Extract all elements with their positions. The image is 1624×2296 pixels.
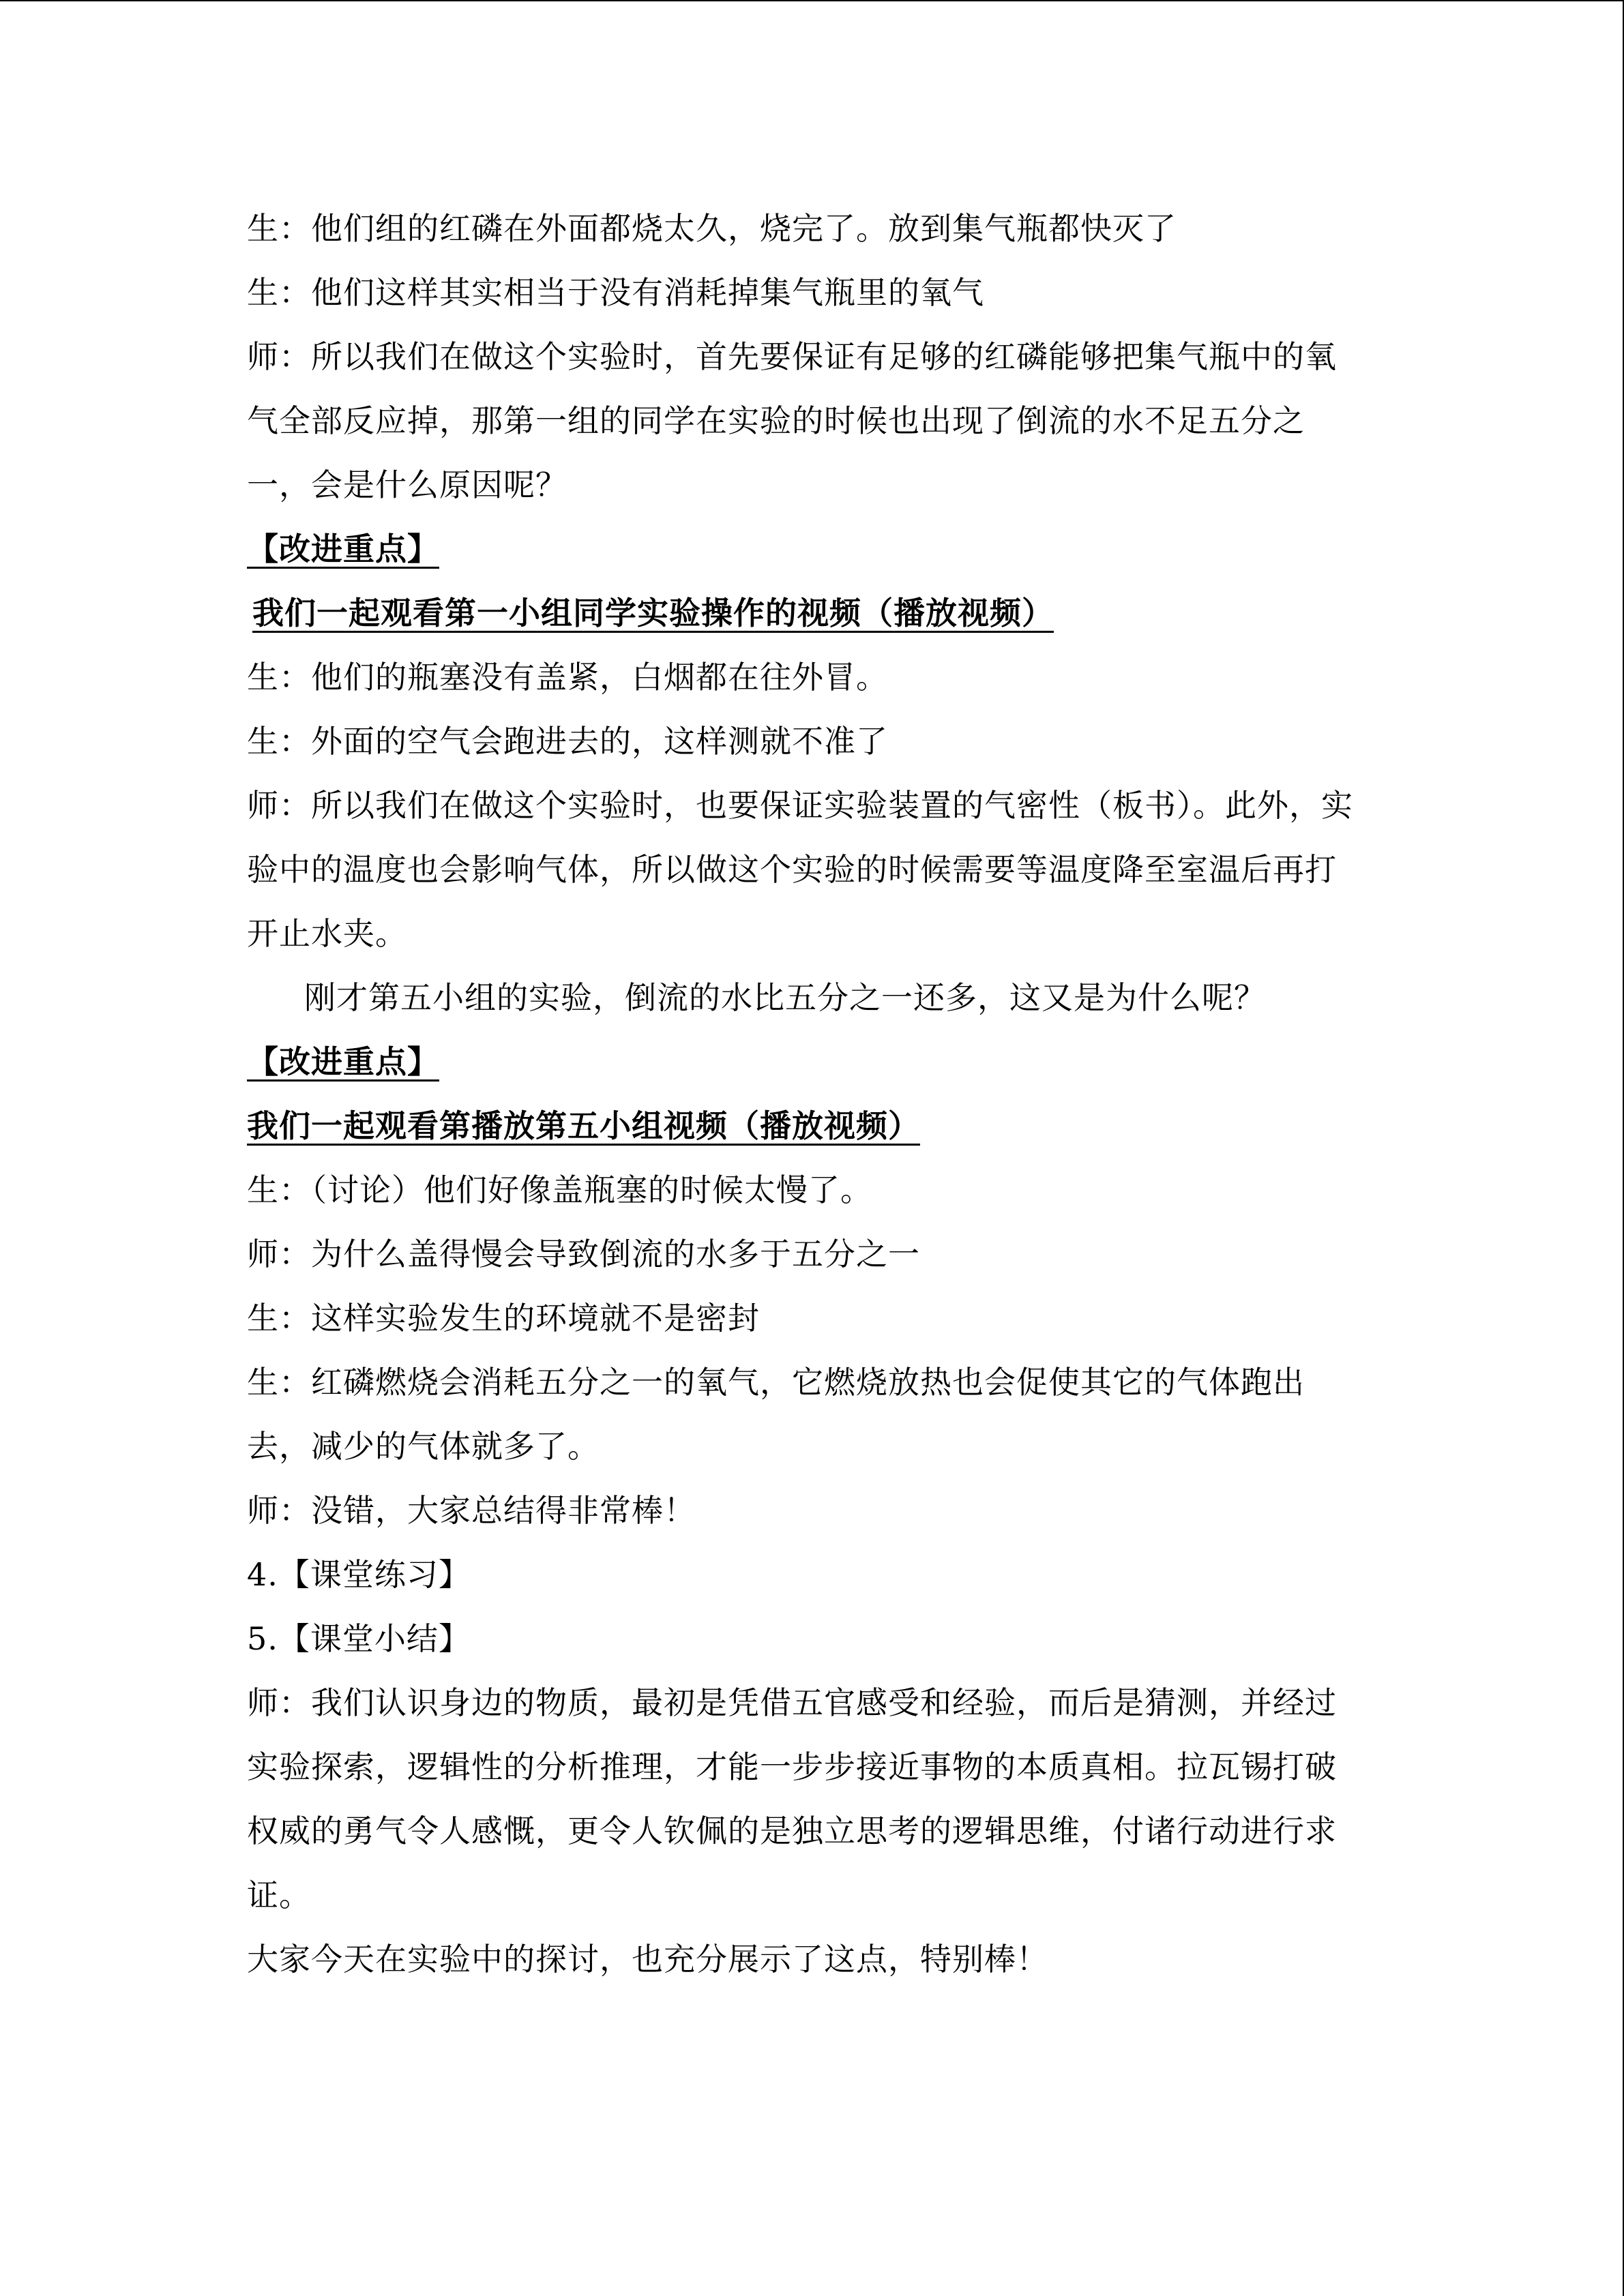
dialogue-line: 师：所以我们在做这个实验时，也要保证实验装置的气密性（板书）。此外，实 (247, 787, 1353, 824)
dialogue-line: 生：红磷燃烧会消耗五分之一的氧气，它燃烧放热也会促使其它的气体跑出 (247, 1364, 1305, 1401)
dialogue-line: 证。 (247, 1877, 311, 1913)
dialogue-line: 师：为什么盖得慢会导致倒流的水多于五分之一 (247, 1236, 920, 1272)
dialogue-line: 去，减少的气体就多了。 (247, 1428, 600, 1465)
numbered-section: 4.【课堂练习】 (247, 1556, 471, 1593)
dialogue-line: 生：他们这样其实相当于没有消耗掉集气瓶里的氧气 (247, 274, 984, 311)
dialogue-line: 一，会是什么原因呢？ (247, 466, 567, 503)
section-heading: 【改进重点】 (247, 531, 439, 567)
dialogue-line: 开止水夹。 (247, 915, 407, 952)
dialogue-line: 师：所以我们在做这个实验时，首先要保证有足够的红磷能够把集气瓶中的氧 (247, 338, 1337, 375)
dialogue-line: 生：（讨论）他们好像盖瓶塞的时候太慢了。 (247, 1172, 872, 1208)
dialogue-line: 实验探索，逻辑性的分析推理，才能一步步接近事物的本质真相。拉瓦锡打破 (247, 1748, 1337, 1785)
section-subheading: 我们一起观看第一小组同学实验操作的视频（播放视频） (252, 595, 1054, 631)
dialogue-line: 验中的温度也会影响气体，所以做这个实验的时候需要等温度降至室温后再打 (247, 851, 1337, 888)
numbered-section: 5.【课堂小结】 (247, 1620, 471, 1657)
dialogue-line: 师：没错，大家总结得非常棒！ (247, 1492, 696, 1529)
dialogue-line: 刚才第五小组的实验，倒流的水比五分之一还多，这又是为什么呢？ (304, 979, 1266, 1016)
section-heading: 【改进重点】 (247, 1043, 439, 1080)
dialogue-line: 大家今天在实验中的探讨，也充分展示了这点，特别棒！ (247, 1941, 1048, 1978)
dialogue-line: 生：这样实验发生的环境就不是密封 (247, 1300, 760, 1337)
dialogue-line: 生：他们的瓶塞没有盖紧，白烟都在往外冒。 (247, 659, 888, 696)
dialogue-line: 生：他们组的红磷在外面都烧太久，烧完了。放到集气瓶都快灭了 (247, 210, 1177, 247)
dialogue-line: 气全部反应掉，那第一组的同学在实验的时候也出现了倒流的水不足五分之 (247, 402, 1305, 439)
dialogue-line: 师：我们认识身边的物质，最初是凭借五官感受和经验，而后是猜测，并经过 (247, 1684, 1337, 1721)
document-body (247, 196, 1393, 1991)
section-subheading: 我们一起观看第播放第五小组视频（播放视频） (247, 1107, 920, 1144)
dialogue-line: 生：外面的空气会跑进去的，这样测就不准了 (247, 723, 888, 760)
dialogue-line: 权威的勇气令人感慨，更令人钦佩的是独立思考的逻辑思维，付诸行动进行求 (247, 1813, 1337, 1849)
